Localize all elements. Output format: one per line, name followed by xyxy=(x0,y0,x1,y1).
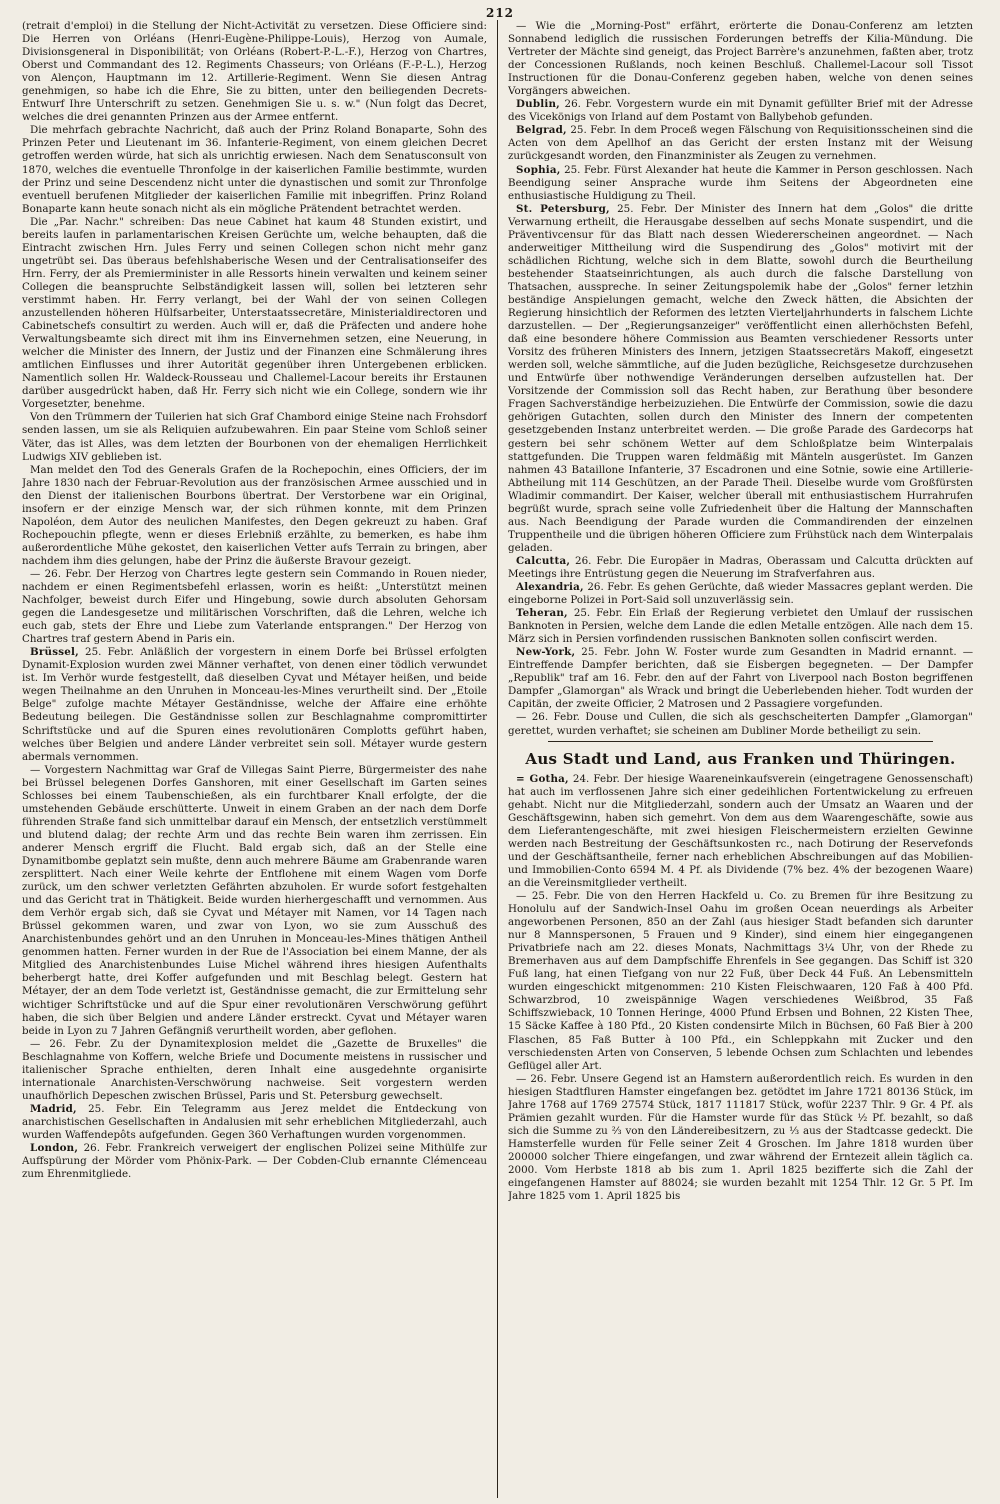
regional-news xyxy=(508,773,973,1204)
dateline: = Gotha, xyxy=(516,772,569,785)
paragraph-text: 26. Febr. Frankreich verweigert der englischen Polizei seine Mithülfe zur Auffspürung der Mörder vom Phönix-Park. — Der Cobden-Club ernannte Clémenceau zum Ehrenmitgliede. xyxy=(22,1142,487,1181)
paragraph xyxy=(22,1103,487,1142)
paragraph xyxy=(508,890,973,1073)
paragraph xyxy=(508,1073,973,1203)
paragraph-text: — Vorgestern Nachmittag war Graf de Villegas Saint Pierre, Bürgermeister des nahe bei Brüssel belegenen Dorfes Ganshoren, mit einer Gesellschaft im Garten seines Schlosses bei einem Taubenschießen, als ein furchtbarer Knall erfolgte, der die umstehenden Gebäude erschütterte. Unweit in einem Graben an der nach dem Dorfe führenden Straße fand sich unmittelbar darauf ein Mensch, der entsetzlich verstümmelt und blutend dalag; der rechte Arm und das rechte Bein waren ihm zerrissen. Ein anderer Mensch ergriff die Flucht. Bald ergab sich, daß an der Stelle eine Dynamitbombe geplatzt sein mußte, denn auch mehrere Bäume am Grabenrande waren zersplittert. Nach einer Weile kehrte der Entflohene mit einem Wagen vom Dorfe zurück, um den schwer verletzten Gefährten abzuholen. Er wurde sofort festgehalten und das Gericht trat in Thätigkeit. Beide wurden hierhergeschafft und vernommen. Aus dem Verhör ergab sich, daß sie Cyvat und Métayer mit Namen, vor 14 Tagen nach Brüssel gekommen waren, und zwar von Lyon, wo sie zum Ausschuß des Anarchistenbundes gehört und an den Unruhen in Monceau-les-Mines thätigen Antheil genommen hatten. Ferner wurden in der Rue de l'Association bei einem Manne, der als Mitglied des Anarchistenbundes Luise Michel während ihres hiesigen Aufenthalts beherbergt hatte, drei Koffer aufgefunden und mit Beschlag belegt. Gestern hat Métayer, der an dem Tode verletzt ist, Geständnisse gemacht, die zur Ermittelung sehr wichtiger Schriftstücke und auf die Spur einer revolutionären Verschwörung geführt haben, die sich über Belgien und andere Länder erstreckt. Cyvat und Métayer waren beide in Lyon zu 7 Jahren Gefängniß verurtheilt worden, aber geflohen. xyxy=(22,763,487,1037)
paragraph xyxy=(22,568,487,646)
paragraph xyxy=(22,764,487,1038)
paragraph-text: — 25. Febr. Die von den Herren Hackfeld u. Co. zu Bremen für ihre Besitzung zu Honolulu auf der Sandwich-Insel Oahu im großen Ocean neuerdings als Arbeiter angeworbenen Personen, 850 an der Zahl (aus hiesiger Stadt befanden sich darunter nur 8 Mannspersonen, 5 Frauen und 9 Kinder), sind einem hier eingegangenen Privatbriefe nach am 22. dieses Monats, Nachmittags 3¼ Uhr, von der Rhede zu Bremerhaven aus auf dem Dampfschiffe Ehrenfels in See gegangen. Das Schiff ist 320 Fuß lang, hat einen Tiefgang von nur 22 Fuß, über Deck 44 Fuß. An Lebensmitteln wurden eingeschickt mitgenommen: 210 Kisten Fleischwaaren, 120 Faß à 400 Pfd. Schwarzbrod, 10 zweispännige Wagen verschiedenes Weißbrod, 35 Faß Schiffszwieback, 10 Tonnen Heringe, 4000 Pfund Erbsen und Bohnen, 22 Kisten Thee, 15 Säcke Kaffee à 180 Pfd., 20 Kisten condensirte Milch in Büchsen, 60 Faß Bier à 200 Flaschen, 85 Faß Butter à 100 Pfd., ein Schleppkahn mit Zucker und den verschiedensten Arten von Conserven, 5 lebende Ochsen zum Schlachten und lebendes Geflügel aller Art. xyxy=(508,890,973,1072)
paragraph-text: Von den Trümmern der Tuilerien hat sich Graf Chambord einige Steine nach Frohsdorf senden lassen, um sie als Reliquien aufzubewahren. Ein paar Steine vom Schloß seiner Väter, das ist Alles, was dem letzten der Bourbonen von der ehemaligen Herrlichkeit Ludwigs XIV geblieben ist. xyxy=(22,411,487,463)
paragraph xyxy=(508,555,973,581)
dateline: St. Petersburg, xyxy=(516,202,610,215)
dateline: Dublin, xyxy=(516,98,560,111)
paragraph-text: 24. Febr. Der hiesige Waareneinkaufsverein (eingetragene Genossenschaft) hat auch im verflossenen Jahre sich einer gedeihlichen Fortentwickelung zu erfreuen gehabt. Nicht nur die Mitgliederzahl, sondern auch der Umsatz an Waaren und der Geschäftsgewinn, haben sich gemehrt. Von dem aus dem Waarengeschäfte, sowie aus dem Lieferantengeschäfte, mit zwei hiesigen Fleischermeistern erzielten Gewinne werden nach Bestreitung der Geschäftsunkosten rc., nach Dotirung der Reservefonds und der Geschäftsantheile, ferner nach erheblichen Abschreibungen auf das Mobilien- und Immobilien-Conto 6594 M. 4 Pf. als Dividende (7% bez. 4% der bezogenen Waare) an die Vereinsmitglieder vertheilt. xyxy=(508,772,973,889)
left-column xyxy=(22,20,487,1498)
paragraph xyxy=(22,646,487,763)
section-rule xyxy=(548,741,933,742)
page-number: 212 xyxy=(485,6,515,20)
paragraph xyxy=(508,164,973,203)
paragraph-text: — Wie die „Morning-Post" erfährt, erörterte die Donau-Conferenz am letzten Sonnabend lediglich die russischen Forderungen betreffs der Kilia-Mündung. Die Vertreter der Mächte sind geneigt, das Project Barrère's anzunehmen, faßten aber, trotz der Concessionen Rußlands, noch keinen Beschluß. Challemel-Lacour soll Tissot Instructionen für die Donau-Conferenz gegeben haben, welche von denen seines Vorgängers abweichen. xyxy=(508,20,973,98)
section-heading: Aus Stadt und Land, aus Franken und Thüringen. xyxy=(525,749,956,768)
paragraph-text: — 26. Febr. Douse und Cullen, die sich als geschscheiterten Dampfer „Glamorgan" gerettet, wurden verhaftet; sie scheinen am Dubliner Morde betheiligt zu sein. xyxy=(508,711,973,737)
paragraph xyxy=(508,711,973,737)
paragraph xyxy=(22,20,487,124)
paragraph-text: 25. Febr. Fürst Alexander hat heute die Kammer in Person geschlossen. Nach Beendigung seiner Ansprache wurde ihm Seitens der Abgeordneten eine enthusiastische Huldigung zu Theil. xyxy=(508,163,973,202)
dateline: Belgrad, xyxy=(516,124,567,137)
paragraph-text: 25. Febr. Der Minister des Innern hat dem „Golos" die dritte Verwarnung ertheilt, die Herausgabe desselben auf sechs Monate suspendirt, und die Präventivcensur für das Blatt nach dessen Wiedererscheinen angeordnet. — Nach anderweitiger Mittheilung wird die Suspendirung des „Golos" motivirt mit der schädlichen Richtung, welche sich in dem Blatte, sowohl durch die Beurtheilung bestehender Staatseinrichtungen, als auch durch die falsche Darstellung von Thatsachen, ausspreche. In seiner Zeitungspolemik habe der „Golos" ferner letzhin beständige Anspielungen gemacht, welche den Zweck hätten, die Absichten der Regierung hinsichtlich der Reformen des letzten Vierteljahrhunderts in falschem Lichte darzustellen. — Der „Regierungsanzeiger" veröffentlicht einen allerhöchsten Befehl, daß eine besondere höhere Commission aus Beamten verschiedener Ressorts unter Vorsitz des früheren Ministers des Innern, jetzigen Staatssecretärs Makoff, eingesetzt werden soll, welche sämmtliche, auf die Juden bezügliche, Reichsgesetze durchzusehen und Entwürfe über nothwendige Veränderungen derselben aufzustellen hat. Der Vorsitzende der Commission soll das Recht haben, zur Berathung über besondere Fragen Sachverständige herbeizuziehen. Die Entwürfe der Commission, sowie die dazu gehörigen Gutachten, sollen durch den Minister des Innern der competenten gesetzgebenden Instanz unterbreitet werden. — Die große Parade des Gardecorps hat gestern bei sehr schönem Wetter auf dem Schloßplatze beim Winterpalais stattgefunden. Die Truppen waren feldmäßig mit Mänteln ausgerüstet. Im Ganzen nahmen 43 Bataillone Infanterie, 37 Escadronen und eine Sotnie, sowie eine Artillerie-Abtheilung mit 114 Geschützen, an der Parade Theil. Dieselbe wurde vom Großfürsten Wladimir commandirt. Der Kaiser, welcher überall mit enthusiastischem Hurrahrufen begrüßt wurde, sprach seine volle Zufriedenheit über die Haltung der Mannschaften aus. Nach Beendigung der Parade wurden die Commandirenden der einzelnen Truppentheile und die übrigen höheren Officiere zum Frühstück nach dem Winterpalais geladen. xyxy=(508,202,973,554)
paragraph-text: — 26. Febr. Der Herzog von Chartres legte gestern sein Commando in Rouen nieder, nachdem er einen Regimentsbefehl erlassen, worin es heißt: „Unterstützt meinen Nachfolger, beweist durch Eifer und Hingebung, sowie durch absoluten Gehorsam gegen die Landesgesetze und militärischen Vorschriften, daß die Lehren, welche ich euch gab, stets der Ehre und Liebe zum Vaterlande entsprangen." Der Herzog von Chartres traf gestern Abend in Paris ein. xyxy=(22,567,487,646)
paragraph xyxy=(508,124,973,163)
paragraph-text: Die „Par. Nachr." schreiben: Das neue Cabinet hat kaum 48 Stunden existirt, und bereits laufen in parlamentarischen Kreisen Gerüchte um, welche behaupten, daß die Eintracht zwischen Hrn. Jules Ferry und seinen Collegen schon nicht mehr ganz ungetrübt sei. Das überaus befehlshaberische Wesen und der Centralisationseifer des Hrn. Ferry, der als Premierminister in alle Ressorts hinein verwalten und keinem seiner Collegen die beanspruchte Selbständigkeit lassen will, sollen bei letzteren sehr verstimmt haben. Hr. Ferry verlangt, bei der Wahl der von seinen Collegen anzustellenden höheren Hülfsarbeiter, Unterstaatssecretäre, Ministerialdirectoren und Cabinetschefs consultirt zu werden. Auch will er, daß die Präfecten und andere hohe Verwaltungsbeamte sich direct mit ihm ins Einvernehmen setzen, eine Neuerung, in welcher die Minister des Innern, der Justiz und der Finanzen eine Schmälerung ihres amtlichen Einflusses und ihrer Autorität gegenüber ihren Untergebenen erblicken. Namentlich sollen Hr. Waldeck-Rousseau und Challemel-Lacour bereits ihr Erstaunen darüber ausgedrückt haben, daß Hr. Ferry sich nicht wie ein College, sondern wie ihr Vorgesetzter, benehme. xyxy=(22,215,487,411)
paragraph xyxy=(22,464,487,568)
dateline: Alexandria, xyxy=(516,581,584,594)
dateline: Brüssel, xyxy=(30,646,79,659)
dateline: Teheran, xyxy=(516,607,568,620)
paragraph-text: 25. Febr. In dem Proceß wegen Fälschung von Requisitionsscheinen sind die Acten von dem Apellhof an das Gericht der ersten Instanz mit der Weisung zurückgesandt worden, den Finanzminister als Zeugen zu vernehmen. xyxy=(508,124,973,163)
paragraph-text: — 26. Febr. Unsere Gegend ist an Hamstern außerordentlich reich. Es wurden in den hiesigen Stadtfluren Hamster eingefangen bez. getödtet im Jahre 1721 80136 Stück, im Jahre 1768 auf 1769 27574 Stück, 1817 111817 Stück, wofür 2237 Thlr. 9 Gr. 4 Pf. als Prämien gezahlt wurden. Für die Hamster wurde für das Stück ½ Pf. bezahlt, so daß sich die Summe zu ⅔ von den Ländereibesitzern, zu ⅓ aus der Stadtcasse gedeckt. Die Hamsterfelle wurden für Felle seiner Zeit 4 Groschen. Im Jahre 1818 wurden über 200000 solcher Thiere eingefangen, und zwar während der Erntezeit allein täglich ca. 2000. Vom Herbste 1818 ab bis zum 1. April 1825 bezifferte sich die Zahl der eingefangenen Hamster auf 88024; sie wurden bezahlt mit 1254 Thlr. 12 Gr. 5 Pf. Im Jahre 1825 vom 1. April 1825 bis xyxy=(508,1072,973,1203)
paragraph-text: 26. Febr. Es gehen Gerüchte, daß wieder Massacres geplant werden. Die eingeborne Polizei in Port-Said soll unzuverlässig sein. xyxy=(508,581,973,607)
paragraph-text: Die mehrfach gebrachte Nachricht, daß auch der Prinz Roland Bonaparte, Sohn des Prinzen Peter und Lieutenant im 36. Infanterie-Regiment, von einem gleichen Decret getroffen werden würde, hat sich als unrichtig erwiesen. Nach dem Senatusconsult von 1870, welches die eventuelle Thronfolge in der kaiserlichen Familie bestimmte, wurden der Prinz und seine Descendenz nicht unter die dynastischen und somit zur Thronfolge eventuell berufenen Mitglieder der kaiserlichen Familie mit inbegriffen. Prinz Roland Bonaparte kann heute sonach nicht als ein mögliche Prätendent betrachtet werden. xyxy=(22,124,487,215)
paragraph-text: — 26. Febr. Zu der Dynamitexplosion meldet die „Gazette de Bruxelles" die Beschlagnahme von Koffern, welche Briefe und Documente meistens in russischer und italienischer Sprache enthielten, deren Inhalt eine ausgedehnte organisirte internationale Anarchisten-Verschwörung nachweise. Seit vorgestern werden unaufhörlich Depeschen zwischen Brüssel, Paris und St. Petersburg gewechselt. xyxy=(22,1037,487,1102)
paragraph-text: 25. Febr. Ein Erlaß der Regierung verbietet den Umlauf der russischen Banknoten in Persien, welche dem Lande die edlen Metalle entzögen. Alle nach dem 15. März sich in Persien vorfindenden russischen Banknoten sollen confiscirt werden. xyxy=(508,607,973,646)
dateline: New-York, xyxy=(516,646,576,659)
paragraph xyxy=(508,581,973,607)
paragraph-text: 25. Febr. Anläßlich der vorgestern in einem Dorfe bei Brüssel erfolgten Dynamit-Explosion wurden zwei Männer verhaftet, von denen einer tödlich verwundet ist. Im Verhör wurde festgestellt, daß dieselben Cyvat und Métayer heißen, und beide wegen Theilnahme an den Unruhen in Monceau-les-Mines verurtheilt sind. Der „Etoile Belge" zufolge machte Métayer Geständnisse, welche der Affaire eine erhöhte Bedeutung beilegen. Die Geständnisse sollen zur Beschlagnahme compromittirter Schriftstücke und auf die Spuren eines revolutionären Complotts geführt haben, welches über Belgien und andere Länder verbreitet sein soll. Métayer wurde gestern abermals vernommen. xyxy=(22,646,487,763)
paragraph xyxy=(508,773,973,890)
dateline: London, xyxy=(30,1142,79,1155)
news-column xyxy=(508,20,973,738)
paragraph xyxy=(22,124,487,215)
column-divider xyxy=(497,20,498,1498)
paragraph-text: 26. Febr. Vorgestern wurde ein mit Dynamit gefüllter Brief mit der Adresse des Vicekönigs von Irland auf dem Postamt von Ballybehob gefunden. xyxy=(508,98,973,124)
paragraph xyxy=(22,216,487,412)
columns xyxy=(22,20,978,1498)
paragraph-text: (retrait d'emploi) in die Stellung der Nicht-Activität zu versetzen. Diese Officiere sind: Die Herren von Orléans (Henri-Eugène-Philippe-Louis), Herzog von Aumale, Divisionsgeneral in Disponibilität; von Orléans (Robert-P.-L.-F.), Herzog von Chartres, Oberst und Commandant des 12. Regiments Chasseurs; von Orléans (F.-P.-L.), Herzog von Alençon, Hauptmann im 12. Artillerie-Regiment. Wenn Sie diesen Antrag genehmigen, so habe ich die Ehre, Sie zu bitten, unter den beiliegenden Decrets-Entwurf Ihre Unterschrift zu setzen. Genehmigen Sie u. s. w." (Nun folgt das Decret, welches die drei genannten Prinzen aus der Armee entfernt. xyxy=(22,20,487,124)
paragraph xyxy=(22,1142,487,1181)
paragraph xyxy=(22,411,487,463)
paragraph-text: 25. Febr. Ein Telegramm aus Jerez meldet die Entdeckung von anarchistischen Gesellschaften in Andalusien mit sehr erheblichen Mitgliederzahl, auch wurden Waffendepôts aufgefunden. Gegen 360 Verhaftungen wurden vorgenommen. xyxy=(22,1102,487,1141)
paragraph-text: 25. Febr. John W. Foster wurde zum Gesandten in Madrid ernannt. — Eintreffende Dampfer berichten, daß sie Eisbergen begegneten. — Der Dampfer „Republik" traf am 16. Febr. den auf der Fahrt von Liverpool nach Boston begriffenen Dampfer „Glamorgan" als Wrack und bringt die Ueberlebenden hieher. Todt wurden der Capitän, der zweite Officier, 2 Matrosen und 2 Passagiere vorgefunden. xyxy=(508,646,973,711)
dateline: Calcutta, xyxy=(516,554,571,567)
dateline: Madrid, xyxy=(30,1102,77,1115)
paragraph-text: 26. Febr. Die Europäer in Madras, Oberassam und Calcutta drückten auf Meetings ihre Entrüstung gegen die Neuerung im Strafverfahren aus. xyxy=(508,554,973,580)
right-column xyxy=(508,20,973,1498)
paragraph xyxy=(22,1038,487,1103)
paragraph xyxy=(508,646,973,711)
paragraph xyxy=(508,607,973,646)
paragraph xyxy=(508,203,973,555)
paragraph xyxy=(508,20,973,98)
paragraph-text: Man meldet den Tod des Generals Grafen de la Rochepochin, eines Officiers, der im Jahre 1830 nach der Februar-Revolution aus der französischen Armee ausschied und in den Dienst der italienischen Bourbons übertrat. Der Verstorbene war ein Original, insofern er der einzige Mensch war, der sich rühmen konnte, mit dem Prinzen Napoléon, dem Autor des neulichen Manifestes, den Degen gekreuzt zu haben. Graf Rochepouchin pflegte, wenn er dieses Erlebniß erzählte, zu bemerken, es habe ihm außerordentliche Mühe gekostet, den kaiserlichen Vetter aufs Terrain zu bringen, aber nachdem ihm dies gelungen, habe der Prinz die äußerste Bravour gezeigt. xyxy=(22,463,487,567)
paragraph xyxy=(508,98,973,124)
dateline: Sophia, xyxy=(516,163,561,176)
